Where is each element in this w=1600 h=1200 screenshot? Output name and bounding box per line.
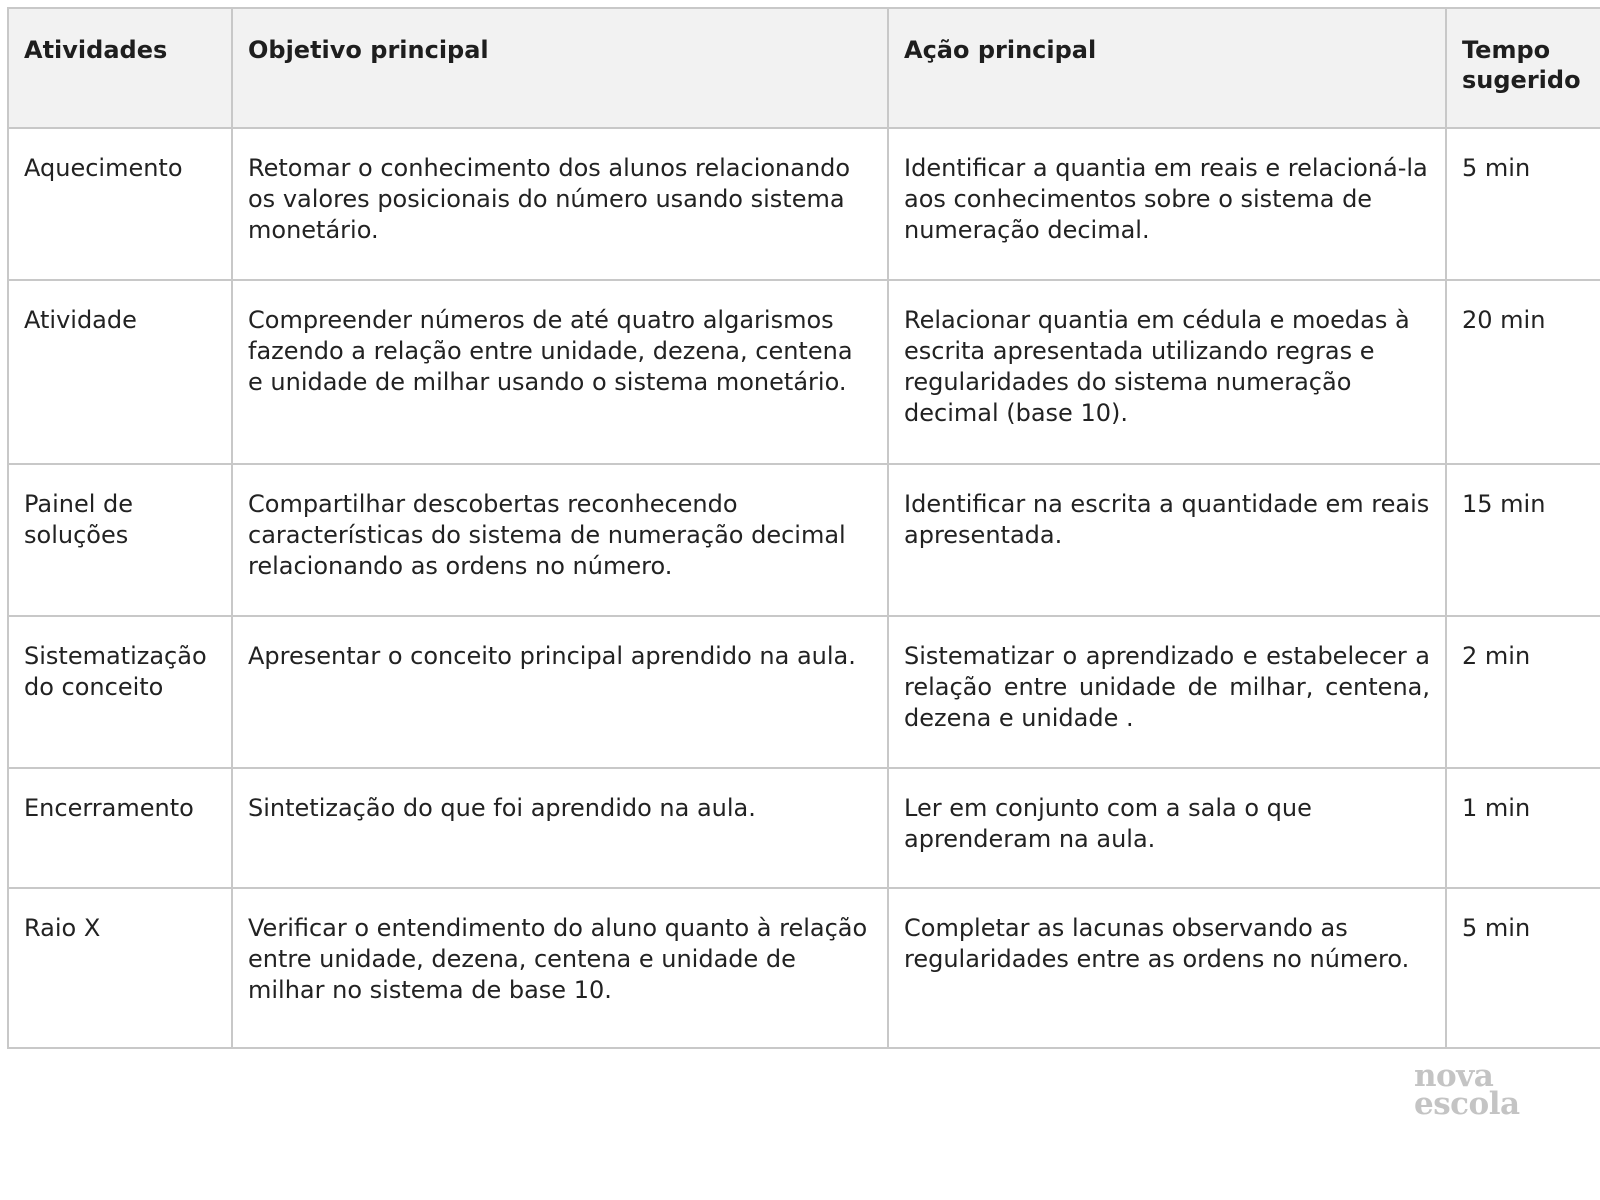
cell-objetivo: Sintetização do que foi aprendido na aula.: [232, 768, 888, 888]
cell-acao: Ler em conjunto com a sala o que aprenderam na aula.: [888, 768, 1446, 888]
cell-tempo: 15 min: [1446, 464, 1600, 616]
cell-acao: Identificar a quantia em reais e relacioná-la aos conhecimentos sobre o sistema de numeração decimal.: [888, 128, 1446, 280]
cell-objetivo: Compreender números de até quatro algarismos fazendo a relação entre unidade, dezena, centena e unidade de milhar usando o sistema monetário.: [232, 280, 888, 464]
cell-atividade: Aquecimento: [8, 128, 232, 280]
lesson-plan-table: [7, 7, 1600, 1049]
cell-objetivo: Compartilhar descobertas reconhecendo características do sistema de numeração decimal relacionando as ordens no número.: [232, 464, 888, 616]
cell-atividade: Encerramento: [8, 768, 232, 888]
cell-atividade: Raio X: [8, 888, 232, 1048]
table-row: [8, 464, 1600, 616]
header-atividades: Atividades: [8, 8, 232, 128]
cell-tempo: 5 min: [1446, 888, 1600, 1048]
cell-objetivo: Apresentar o conceito principal aprendido na aula.: [232, 616, 888, 768]
nova-escola-logo: [1414, 1058, 1534, 1122]
table-row: [8, 768, 1600, 888]
cell-tempo: 20 min: [1446, 280, 1600, 464]
cell-atividade: Atividade: [8, 280, 232, 464]
table-row: [8, 128, 1600, 280]
cell-objetivo: Retomar o conhecimento dos alunos relacionando os valores posicionais do número usando sistema monetário.: [232, 128, 888, 280]
cell-atividade: Painel de soluções: [8, 464, 232, 616]
cell-acao: Completar as lacunas observando as regularidades entre as ordens no número.: [888, 888, 1446, 1048]
cell-tempo: 1 min: [1446, 768, 1600, 888]
cell-acao: Identificar na escrita a quantidade em reais apresentada.: [888, 464, 1446, 616]
cell-tempo: 5 min: [1446, 128, 1600, 280]
cell-acao: Sistematizar o aprendizado e estabelecer a relação entre unidade de milhar, centena, dezena e unidade .: [888, 616, 1446, 768]
header-acao-principal: Ação principal: [888, 8, 1446, 128]
table-row: [8, 888, 1600, 1048]
header-objetivo-principal: Objetivo principal: [232, 8, 888, 128]
logo-line-escola: escola: [1414, 1086, 1520, 1122]
table-row: [8, 616, 1600, 768]
table-row: [8, 280, 1600, 464]
logo-line-nova: nova: [1414, 1058, 1494, 1094]
cell-atividade: Sistematização do conceito: [8, 616, 232, 768]
table-header-row: [8, 8, 1600, 128]
header-tempo-sugerido: Tempo sugerido: [1446, 8, 1600, 128]
cell-objetivo: Verificar o entendimento do aluno quanto à relação entre unidade, dezena, centena e unidade de milhar no sistema de base 10.: [232, 888, 888, 1048]
cell-tempo: 2 min: [1446, 616, 1600, 768]
cell-acao: Relacionar quantia em cédula e moedas à escrita apresentada utilizando regras e regularidades do sistema numeração decimal (base 10).: [888, 280, 1446, 464]
